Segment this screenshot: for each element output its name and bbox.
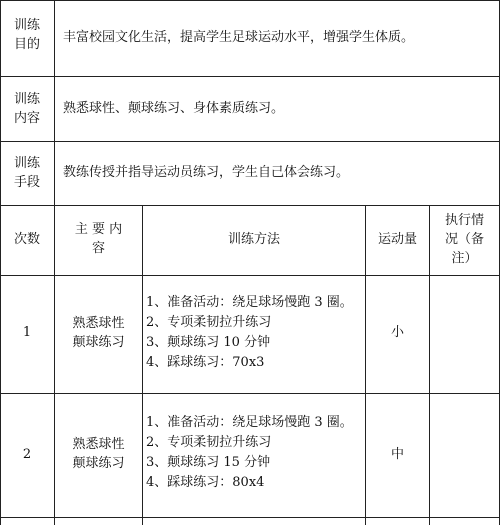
- purpose-label-line2: 目的: [13, 37, 40, 52]
- header-main-line2: 容: [91, 241, 105, 256]
- method-item: 4、踩球练习：70x3: [146, 355, 265, 370]
- session-main-content: [55, 435, 142, 473]
- row-divider: [0, 517, 500, 518]
- row-divider: [0, 393, 500, 394]
- method-item: 1、准备活动：绕足球场慢跑 3 圈。: [146, 415, 353, 430]
- row-divider: [0, 76, 500, 77]
- row-divider: [0, 205, 500, 206]
- header-load: 运动量: [377, 232, 417, 247]
- header-exec-line1: 执行情: [444, 213, 484, 228]
- session-load: 中: [390, 447, 404, 462]
- row-divider: [0, 141, 500, 142]
- session-main-line1: 熟悉球性: [72, 316, 125, 331]
- method-item: 2、专项柔韧拉升练习: [146, 435, 272, 450]
- session-number: 1: [22, 325, 32, 340]
- method-label-line1: 训练: [13, 156, 40, 171]
- session-method-list: [146, 293, 353, 373]
- content-label: [4, 90, 50, 128]
- header-no: 次数: [13, 232, 40, 247]
- content-label-line2: 内容: [13, 111, 40, 126]
- header-exec: [430, 211, 499, 268]
- method-item: 2、专项柔韧拉升练习: [146, 315, 272, 330]
- method-item: 3、颠球练习 15 分钟: [146, 455, 271, 470]
- session-main-line2: 颠球练习: [72, 335, 125, 350]
- content-text: 熟悉球性、颠球练习、身体素质练习。: [63, 101, 285, 116]
- session-method-list: [146, 413, 353, 493]
- method-item: 4、踩球练习：80x4: [146, 475, 265, 490]
- method-item: 1、准备活动：绕足球场慢跑 3 圈。: [146, 295, 353, 310]
- row-divider: [0, 275, 500, 276]
- session-main-content: [55, 314, 142, 352]
- purpose-text: 丰富校园文化生活，提高学生足球运动水平，增强学生体质。: [63, 30, 415, 45]
- header-main-line1: 主 要 内: [74, 222, 123, 237]
- purpose-label-line1: 训练: [13, 18, 40, 33]
- header-exec-line3: 注）: [451, 251, 478, 266]
- method-label-line2: 手段: [13, 175, 40, 190]
- method-item: 3、颠球练习 10 分钟: [146, 335, 271, 350]
- col-divider: [365, 205, 366, 525]
- method-label: [4, 154, 50, 192]
- session-number: 2: [22, 447, 32, 462]
- purpose-label: [4, 16, 50, 54]
- session-main-line1: 熟悉球性: [72, 437, 125, 452]
- header-main: [55, 220, 142, 258]
- header-exec-line2: 况（备: [444, 232, 484, 247]
- content-label-line1: 训练: [13, 92, 40, 107]
- session-main-line2: 颠球练习: [72, 456, 125, 471]
- header-method: 训练方法: [227, 232, 280, 247]
- session-load: 小: [390, 325, 404, 340]
- method-text: 教练传授并指导运动员练习，学生自己体会练习。: [63, 165, 350, 180]
- row-divider: [0, 0, 500, 1]
- col-divider: [142, 205, 143, 525]
